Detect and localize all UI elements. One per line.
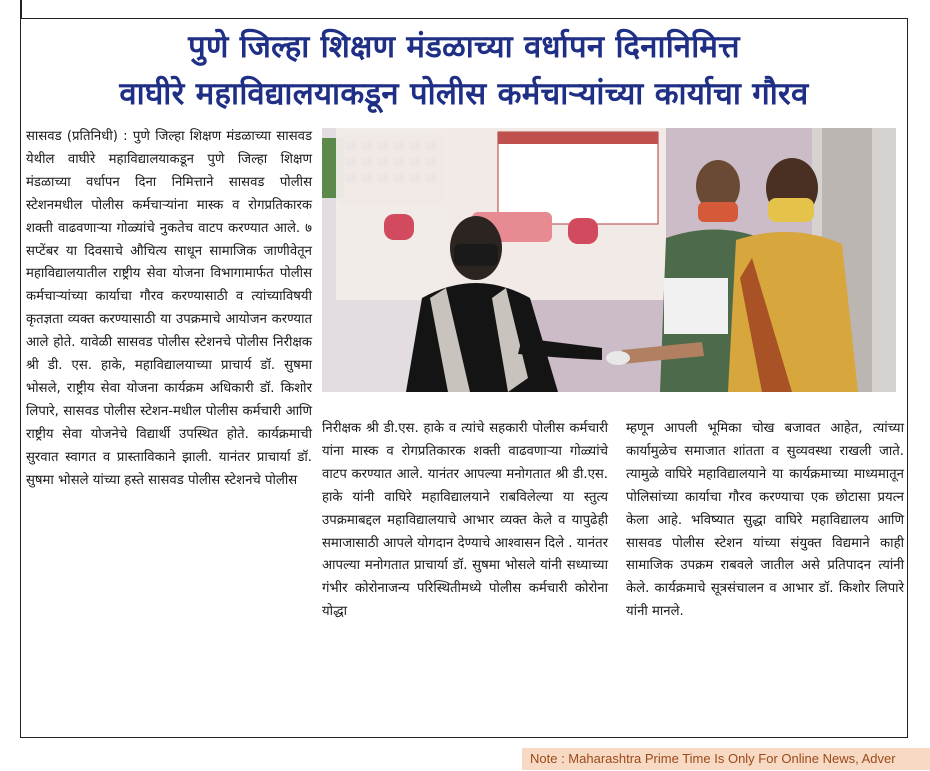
headline bbox=[22, 24, 906, 118]
event-photo bbox=[322, 128, 896, 392]
article-column-2: निरीक्षक श्री डी.एस. हाके व त्यांचे सहकारी पोलीस कर्मचारी यांना मास्क व रोगप्रतिकारक शक्ती वाढवणाऱ्या गोळ्यांचे वाटप करण्यात आले. यानंतर आपल्या मनोगतात श्री डी.एस. हाके यांनी वाघिरे महाविद्यालयाने राबविलेल्या या स्तुत्य उपक्रमाबद्दल महाविद्यालयाचे आभार व्यक्त केले व यापुढेही समाजासाठी आपले योगदान देण्याचे आश्वासन दिले . यानंतर आपल्या मनोगतात प्राचार्या डॉ. सुषमा भोसले यांनी सध्याच्या गंभीर कोरोनाजन्य परिस्थितीमध्ये पोलीस कर्मचारी कोरोना योद्धा bbox=[322, 421, 608, 620]
event-photo-illustration bbox=[322, 128, 896, 392]
disclaimer-note: Note : Maharashtra Prime Time Is Only For Online News, Adver bbox=[522, 748, 930, 770]
article-column-3: म्हणून आपली भूमिका चोख बजावत आहेत, त्यांच्या कार्यामुळेच समाजात शांतता व सुव्यवस्था राखली जाते. त्यामुळे वाघिरे महाविद्यालयाने या कार्यक्रमाच्या माध्यमातून पोलिसांच्या कार्याचा गौरव करण्याचा एक छोटासा प्रयत्न केला आहे. भविष्यात सुद्धा वाघिरे महाविद्यालय आणि सासवड पोलीस स्टेशन यांच्या संयुक्त विद्यमाने काही सामाजिक उपक्रम राबवले जातील असे प्रतिपादन त्यांनी केले. कार्यक्रमाचे सूत्रसंचालन व आभार डॉ. किशोर लिपारे यांनी मानले. bbox=[626, 421, 904, 620]
frame-top-tick bbox=[20, 0, 22, 18]
headline-line-2: वाघीरे महाविद्यालयाकडून पोलीस कर्मचाऱ्यांच्या कार्याचा गौरव bbox=[119, 76, 809, 112]
article-column-1: सासवड (प्रतिनिधी) : पुणे जिल्हा शिक्षण मंडळाच्या सासवड येथील वाघीरे महाविद्यालयाकडून पुणे जिल्हा शिक्षण मंडळाच्या वर्धापन दिना निमित्ताने सासवड पोलीस स्टेशनमधील पोलीस कर्मचाऱ्यांना मास्क व रोगप्रतिकारक शक्ती वाढवणाऱ्या गोळ्यांचे नुकतेच वाटप करण्यात आले. ७ सप्टेंबर या दिवसाचे औचित्य साधून सामाजिक जाणीवेतून महाविद्यालयातील राष्ट्रीय सेवा योजना विभागामार्फत पोलीस कर्मचाऱ्यांच्या कार्याचा गौरव करण्यासाठी व त्यांच्याविषयी कृतज्ञता व्यक्त करण्यासाठी या उपक्रमाचे आयोजन करण्यात आले होते. यावेळी सासवड पोलीस स्टेशनचे पोलीस निरीक्षक श्री डी. एस. हाके, महाविद्यालयाच्या प्राचार्य डॉ. सुषमा भोसले, राष्ट्रीय सेवा योजना कार्यक्रम अधिकारी डॉ. किशोर लिपारे, सासवड पोलीस स्टेशन-मधील पोलीस कर्मचारी आणि राष्ट्रीय सेवा योजनेचे विद्यार्थी उपस्थित होते. कार्यक्रमाची सुरवात स्वागत व प्रास्ताविकाने झाली. यानंतर प्राचार्या डॉ. सुषमा भोसले यांच्या हस्ते सासवड पोलीस स्टेशनचे पोलीस bbox=[26, 129, 312, 488]
headline-line-1: पुणे जिल्हा शिक्षण मंडळाच्या वर्धापन दिनानिमित्त bbox=[188, 29, 740, 65]
